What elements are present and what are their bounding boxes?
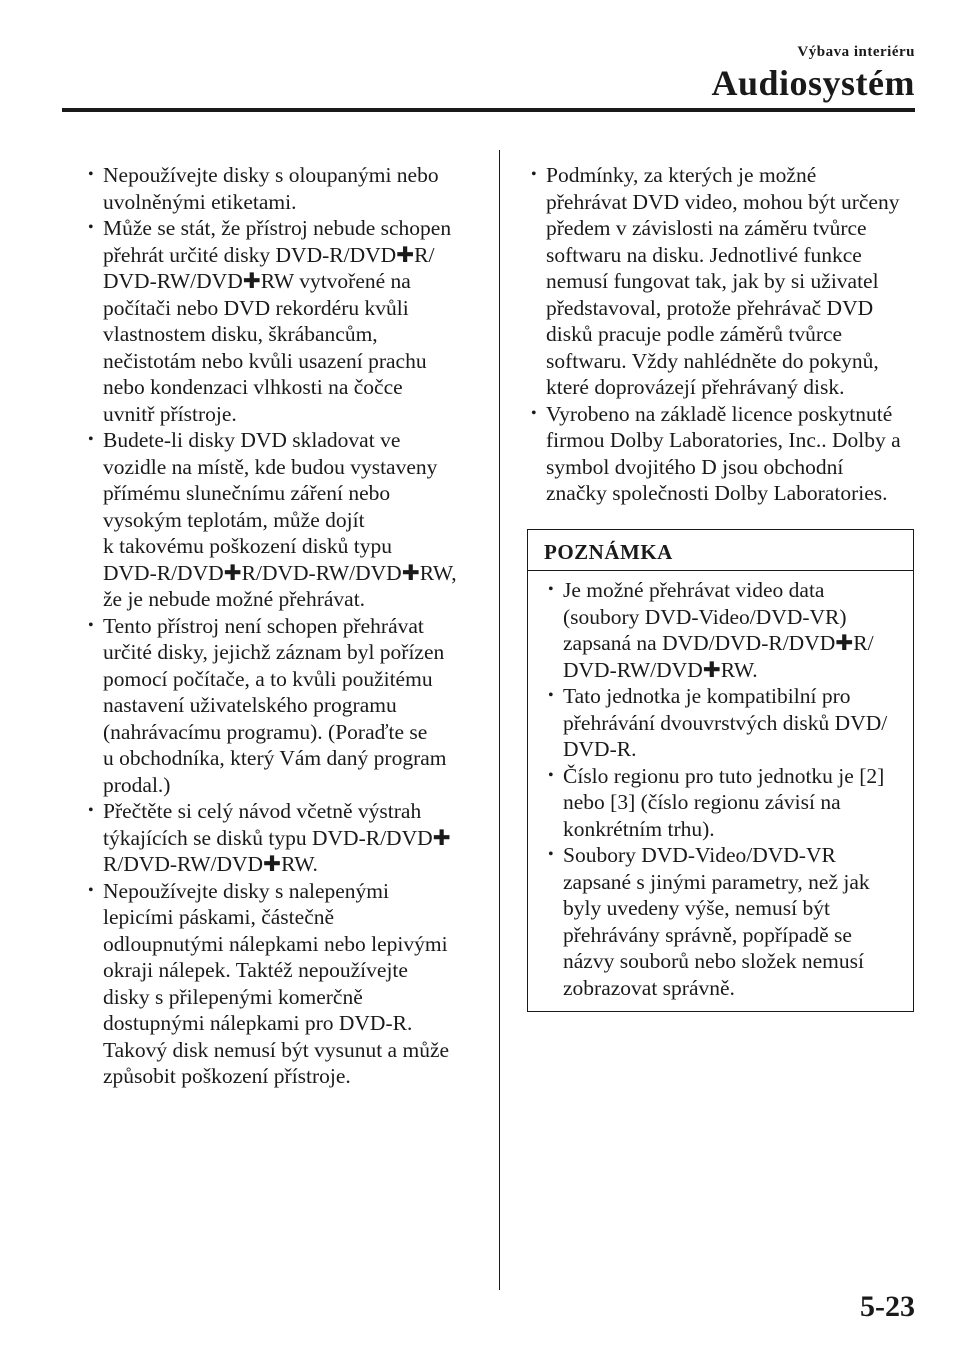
text-line: že je nebude možné přehrávat.: [103, 587, 366, 611]
text-line: softwaru na disku. Jednotlivé funkce: [546, 242, 862, 267]
page-title: Audiosystém: [711, 63, 915, 103]
text-line: zapsaná na DVD/DVD-R/DVD✚R/: [563, 631, 874, 655]
text-line: Tento přístroj není schopen přehrávat: [103, 613, 424, 638]
text-line: Podmínky, za kterých je možné: [546, 163, 817, 187]
text-line: (nahrávacímu programu). (Poraďte se: [103, 719, 428, 744]
text-line: nemusí fungovat tak, jak by si uživatel: [546, 269, 879, 293]
note-rule: [528, 570, 913, 571]
note-box: [527, 529, 914, 1012]
bullet-icon: •: [88, 219, 94, 236]
text-line: okraji nálepek. Taktéž nepoužívejte: [103, 958, 408, 982]
column-divider: [499, 150, 500, 1290]
text-line: Je možné přehrávat video data: [563, 578, 825, 602]
text-line: vysokým teplotám, může dojít: [103, 507, 365, 532]
text-line: Tato jednotka je kompatibilní pro: [563, 684, 851, 708]
text-line: Přečtěte si celý návod včetně výstrah: [103, 799, 422, 823]
bullet-item: [548, 763, 908, 843]
bullet-item: [88, 878, 476, 1090]
text-line: Nepoužívejte disky s nalepenými: [103, 878, 389, 903]
text-line: DVD-R.: [563, 737, 637, 761]
text-line: byly uvedeny výše, nemusí být: [563, 896, 830, 920]
text-line: Může se stát, že přístroj nebude schopen: [103, 216, 452, 240]
text-line: prodal.): [103, 772, 171, 797]
text-line: uvnitř přístroje.: [103, 401, 237, 426]
bullet-icon: •: [548, 766, 554, 784]
bullet-item: [88, 162, 476, 215]
bullet-icon: •: [88, 616, 94, 634]
header-rule: [62, 108, 915, 112]
left-column: [88, 162, 476, 1090]
bullet-icon: •: [531, 166, 537, 183]
text-line: nastavení uživatelského programu: [103, 693, 397, 717]
text-line: softwaru. Vždy nahlédněte do pokynů,: [546, 348, 879, 373]
bullet-item: [88, 427, 476, 613]
text-line: DVD-RW/DVD✚RW vytvořené na: [103, 269, 411, 293]
text-line: způsobit poškození přístroje.: [103, 1064, 351, 1088]
text-line: přehrávání dvouvrstvých disků DVD/: [563, 710, 888, 735]
right-column: [531, 162, 921, 507]
bullet-item: [531, 401, 921, 507]
text-line: nebo kondenzaci vlhkosti na čočce: [103, 375, 403, 399]
text-line: k takovému poškození disků typu: [103, 534, 393, 558]
text-line: symbol dvojitého D jsou obchodní: [546, 454, 844, 479]
text-line: Takový disk nemusí být vysunut a může: [103, 1037, 450, 1062]
page-number: 5-23: [860, 1290, 915, 1323]
bullet-icon: •: [548, 687, 554, 704]
text-line: vozidle na místě, kde budou vystaveny: [103, 454, 438, 479]
bullet-icon: •: [548, 581, 554, 598]
note-body: [548, 577, 908, 1001]
bullet-item: [88, 613, 476, 799]
bullet-icon: •: [88, 802, 94, 819]
bullet-icon: •: [548, 846, 554, 863]
bullet-icon: •: [88, 166, 94, 183]
section-label: Výbava interiéru: [797, 44, 915, 60]
text-line: Nepoužívejte disky s oloupanými nebo: [103, 163, 439, 187]
text-line: DVD-R/DVD✚R/DVD-RW/DVD✚RW,: [103, 560, 457, 585]
text-line: disky s přilepenými komerčně: [103, 984, 363, 1009]
text-line: přehrávány správně, popřípadě se: [563, 922, 852, 947]
text-line: přehrávat DVD video, mohou být určeny: [546, 189, 900, 214]
text-line: Vyrobeno na základě licence poskytnuté: [546, 401, 893, 426]
text-line: nečistotám nebo kvůli usazení prachu: [103, 348, 427, 373]
text-line: odloupnutými nálepkami nebo lepivými: [103, 931, 448, 956]
text-line: Číslo regionu pro tuto jednotku je [2]: [563, 763, 885, 788]
text-line: zapsané s jinými parametry, než jak: [563, 869, 870, 894]
text-line: přímému slunečnímu záření nebo: [103, 481, 391, 505]
text-line: zobrazovat správně.: [563, 975, 735, 1000]
text-line: názvy souborů nebo složek nemusí: [563, 949, 864, 973]
text-line: určité disky, jejichž záznam byl pořízen: [103, 640, 445, 664]
bullet-item: [548, 683, 908, 763]
text-line: vlastnostem disku, škrábancům,: [103, 322, 378, 346]
text-line: uvolněnými etiketami.: [103, 189, 297, 214]
text-line: konkrétním trhu).: [563, 816, 715, 841]
note-title: POZNÁMKA: [544, 540, 673, 564]
text-line: firmou Dolby Laboratories, Inc.. Dolby a: [546, 428, 901, 452]
text-line: DVD-RW/DVD✚RW.: [563, 657, 758, 682]
text-line: pomocí počítače, a to kvůli použitému: [103, 666, 433, 691]
text-line: (soubory DVD-Video/DVD-VR): [563, 604, 847, 629]
text-line: přehrát určité disky DVD-R/DVD✚R/: [103, 242, 435, 267]
text-line: dostupnými nálepkami pro DVD-R.: [103, 1011, 413, 1035]
bullet-icon: •: [88, 431, 94, 448]
text-line: značky společnosti Dolby Laboratories.: [546, 481, 888, 505]
text-line: nebo [3] (číslo regionu závisí na: [563, 790, 841, 814]
bullet-item: [88, 215, 476, 427]
bullet-icon: •: [531, 404, 537, 422]
text-line: R/DVD-RW/DVD✚RW.: [103, 852, 318, 876]
text-line: představoval, protože přehrávač DVD: [546, 295, 874, 320]
text-line: lepicími páskami, částečně: [103, 905, 335, 929]
bullet-item: [548, 577, 908, 683]
text-line: předem v závislosti na záměru tvůrce: [546, 216, 867, 240]
text-line: počítači nebo DVD rekordéru kvůli: [103, 295, 409, 320]
bullet-item: [531, 162, 921, 401]
text-line: u obchodníka, který Vám daný program: [103, 746, 447, 770]
bullet-icon: •: [88, 881, 94, 899]
text-line: Soubory DVD-Video/DVD-VR: [563, 843, 836, 867]
text-line: disků pracuje podle záměrů tvůrce: [546, 322, 843, 346]
bullet-item: [548, 842, 908, 1001]
bullet-item: [88, 798, 476, 878]
text-line: které doprovázejí přehrávaný disk.: [546, 375, 845, 399]
text-line: týkajících se disků typu DVD-R/DVD✚: [103, 825, 451, 850]
text-line: Budete-li disky DVD skladovat ve: [103, 428, 401, 452]
